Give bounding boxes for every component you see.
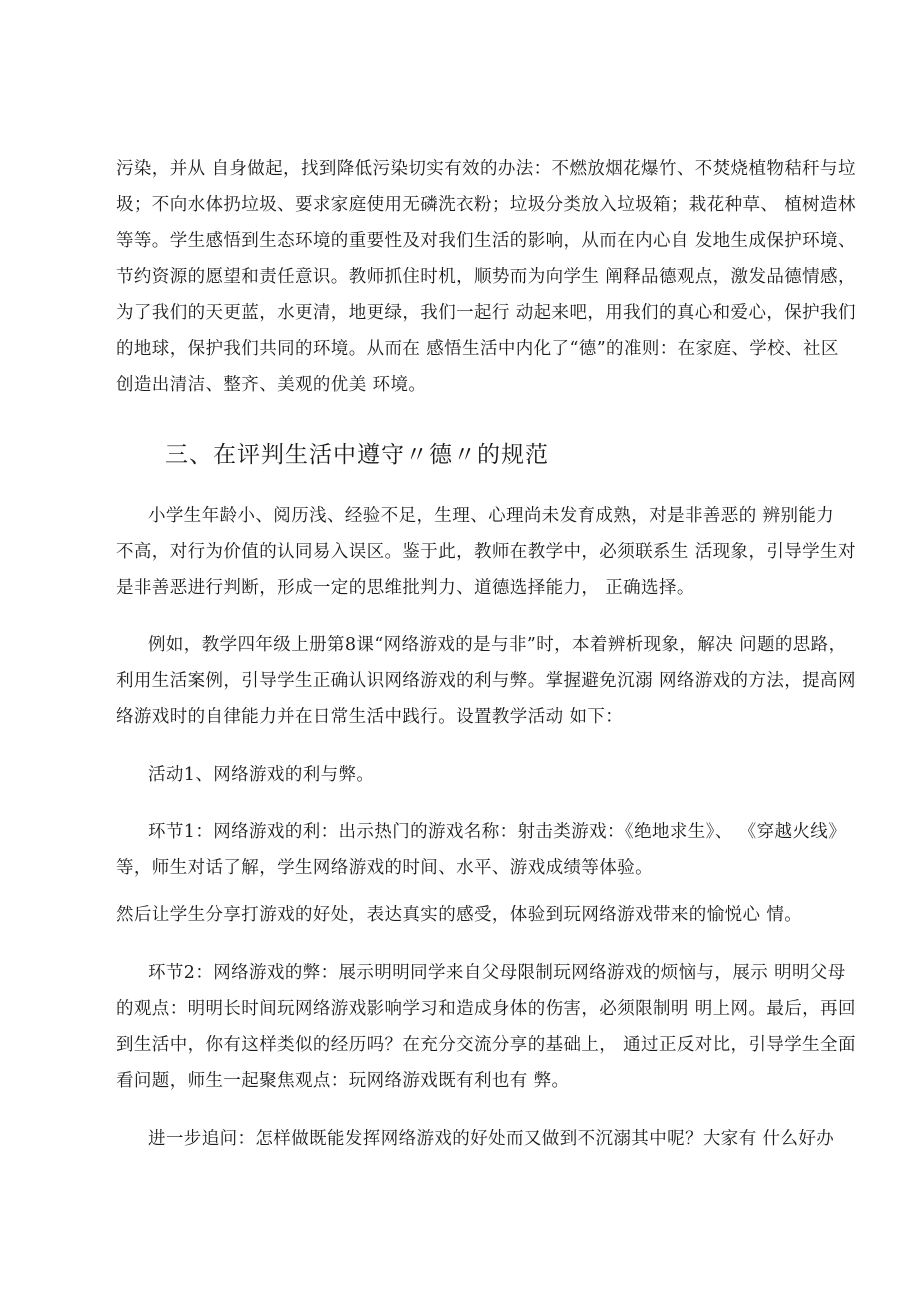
paragraph-line: 到生活中，你有这样类似的经历吗？在充分交流分享的基础上， 通过正反对比，引导学生全面 <box>116 1035 856 1055</box>
paragraph-line: 的地球，保护我们共同的环境。从而在 感悟生活中内化了“德”的准则：在家庭、学校、社区 <box>116 339 839 359</box>
section-heading: 三、在评判生活中遵守〃德〃的规范 <box>165 442 549 468</box>
paragraph-line: 等等。学生感悟到生态环境的重要性及对我们生活的影响，从而在内心自 发地生成保护环境、 <box>116 231 856 251</box>
paragraph-line: 进一步追问：怎样做既能发挥网络游戏的好处而又做到不沉溺其中呢？大家有 什么好办 <box>148 1129 835 1149</box>
paragraph-line: 是非善恶进行判断，形成一定的思维批判力、道德选择能力， 正确选择。 <box>116 578 695 598</box>
activity-title: 活动1、网络游戏的利与弊。 <box>148 765 375 785</box>
paragraph-line: 为了我们的天更蓝，水更清，地更绿，我们一起行 动起来吧，用我们的真心和爱心，保护我们 <box>116 303 856 323</box>
paragraph-line: 创造出清洁、整齐、美观的优美 环境。 <box>116 375 427 395</box>
paragraph-line: 节约资源的愿望和责任意识。教师抓住时机，顺势而为向学生 阐释品德观点，激发品德情感， <box>116 267 856 287</box>
paragraph-line: 圾；不向水体扔垃圾、要求家庭使用无磷洗衣粉；垃圾分类放入垃圾箱；栽花种草、 植树造林 <box>116 195 856 215</box>
paragraph-line: 利用生活案例，引导学生正确认识网络游戏的利与弊。掌握避免沉溺 网络游戏的方法，提高网 <box>116 671 856 691</box>
paragraph-line: 污染，并从 自身做起，找到降低污染切实有效的办法：不燃放烟花爆竹、不焚烧植物秸秆与垃 <box>116 159 856 179</box>
paragraph-line: 不高，对行为价值的认同易入误区。鉴于此，教师在教学中，必须联系生 活现象，引导学生对 <box>116 542 856 562</box>
paragraph-line: 看问题，师生一起聚焦观点：玩网络游戏既有利也有 弊。 <box>116 1071 570 1091</box>
paragraph-line: 例如，教学四年级上册第8课“网络游戏的是与非”时，本着辨析现象，解决 问题的思路， <box>148 635 847 655</box>
paragraph-line: 环节1：网络游戏的利：出示热门的游戏名称：射击类游戏：《绝地求生》、 《穿越火线》 <box>148 822 847 842</box>
paragraph-line: 络游戏时的自律能力并在日常生活中践行。设置教学活动 如下： <box>116 707 624 727</box>
paragraph-line: 小学生年龄小、阅历浅、经验不足，生理、心理尚未发育成熟，对是非善恶的 辨别能力 <box>148 506 835 526</box>
paragraph-line: 环节2：网络游戏的弊：展示明明同学来自父母限制玩网络游戏的烦恼与，展示 明明父母 <box>148 963 846 983</box>
paragraph-line: 等，师生对话了解，学生网络游戏的时间、水平、游戏成绩等体验。 <box>116 858 653 878</box>
paragraph-line: 的观点：明明长时间玩网络游戏影响学习和造成身体的伤害，必须限制明 明上网。最后，再回 <box>116 999 856 1019</box>
paragraph-line: 然后让学生分享打游戏的好处，表达真实的感受，体验到玩网络游戏带来的愉悦心 情。 <box>116 905 803 925</box>
